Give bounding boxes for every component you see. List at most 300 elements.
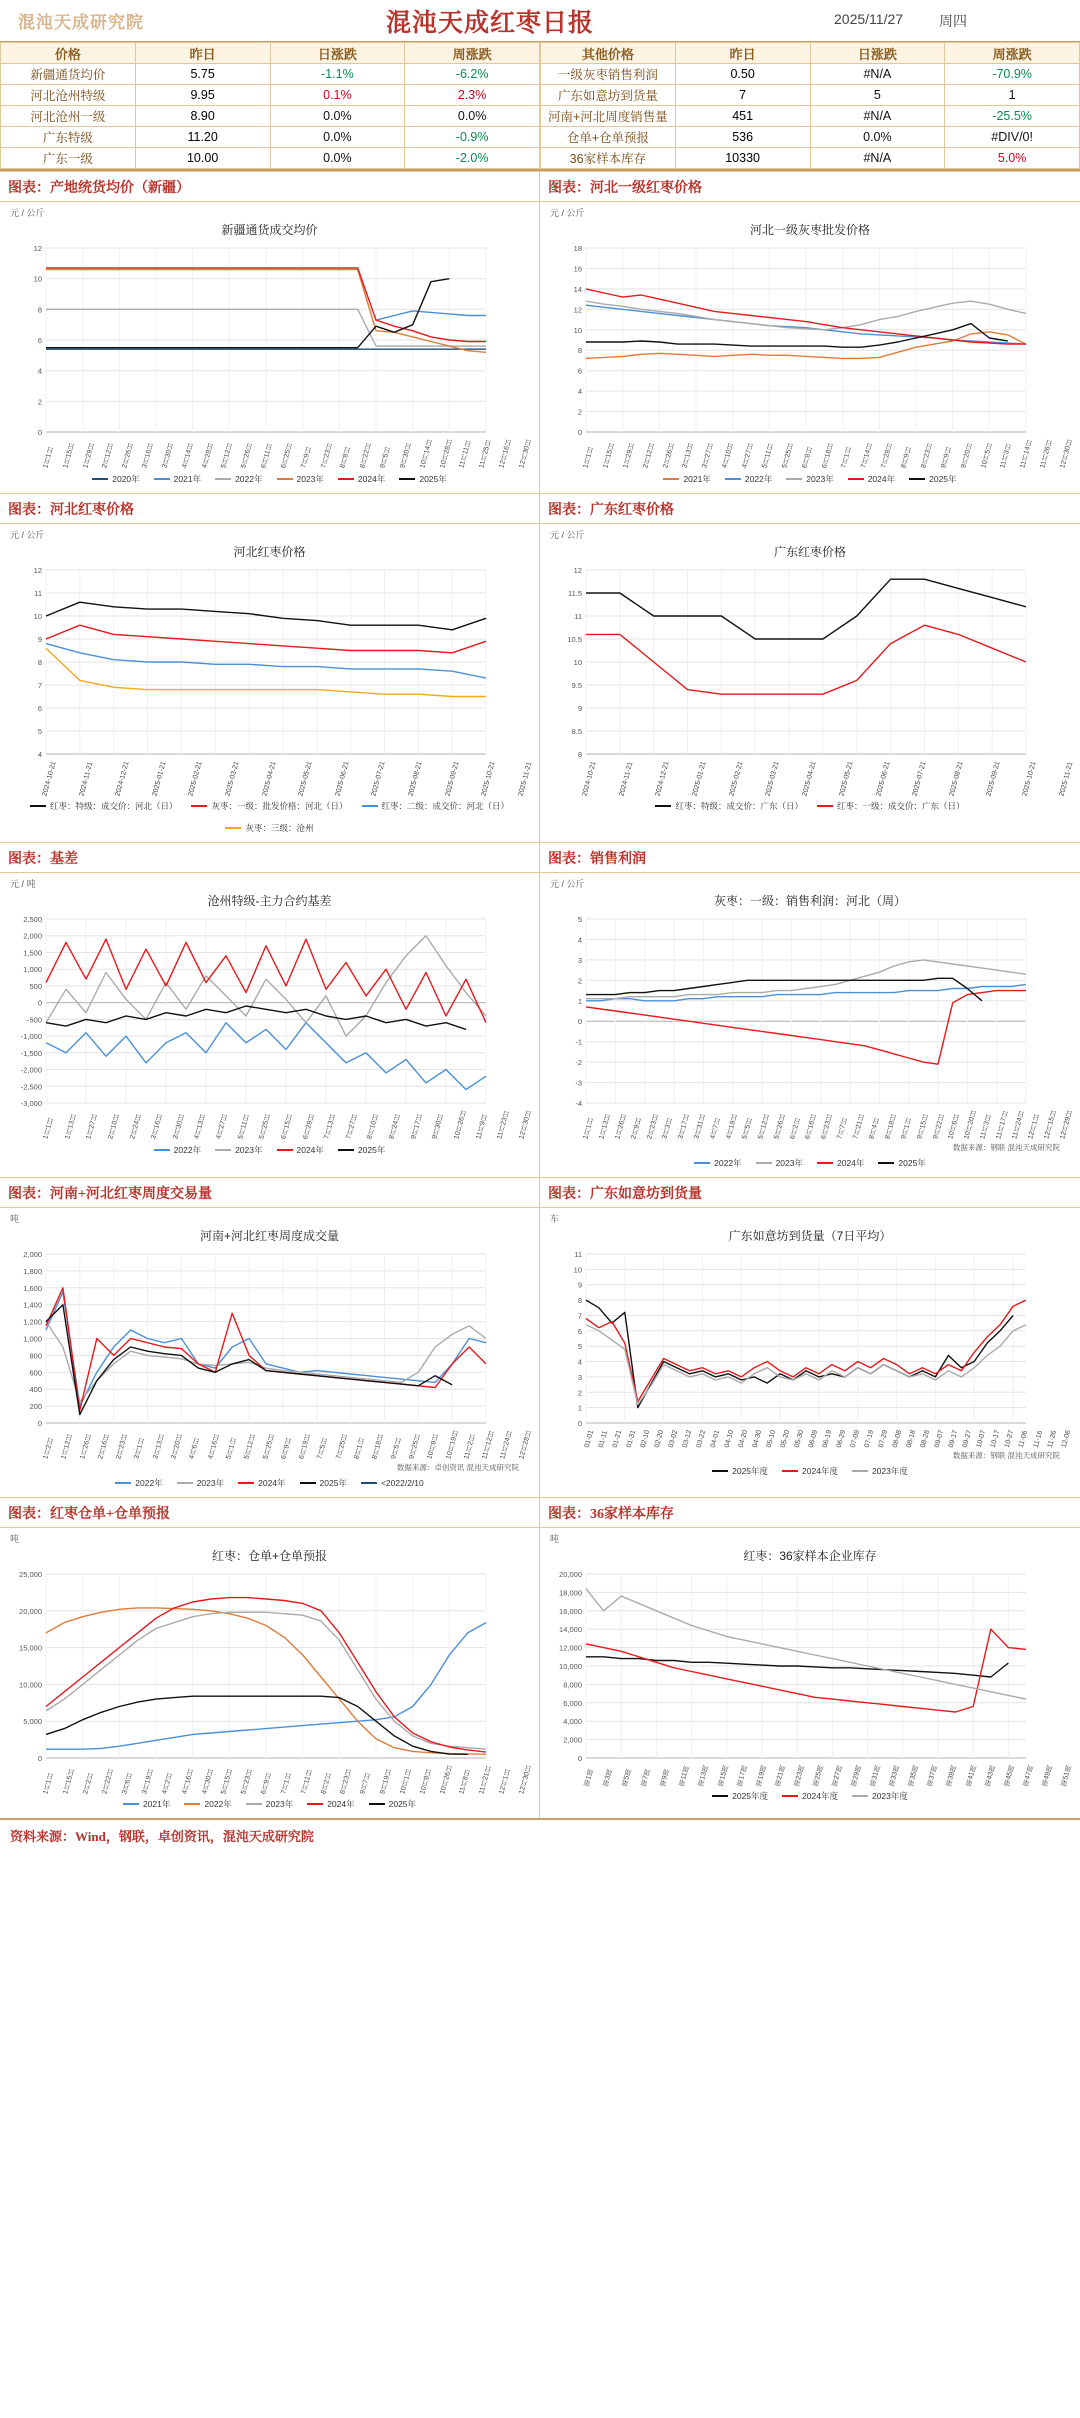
plot-area xyxy=(6,238,533,438)
legend-swatch xyxy=(184,1803,200,1805)
svg-text:4: 4 xyxy=(577,387,582,397)
legend-label: 2022年 xyxy=(744,473,773,484)
x-tick-label: 4月30日 xyxy=(200,1767,215,1795)
svg-text:1: 1 xyxy=(577,1403,582,1413)
x-tick-label: 2025-05-21 xyxy=(838,760,855,797)
legend-item[interactable] xyxy=(362,800,510,812)
x-tick-label: 2月2日 xyxy=(81,1771,95,1795)
x-tick-label: 11-16 xyxy=(1032,1429,1044,1449)
svg-text:18: 18 xyxy=(573,244,582,253)
legend-swatch xyxy=(338,1149,354,1151)
legend-label: 2024年 xyxy=(258,1477,286,1488)
x-tick-label: 8月18日 xyxy=(371,1433,386,1460)
x-tick-label: 8月8日 xyxy=(339,446,353,469)
legend-item[interactable] xyxy=(225,822,313,834)
legend-swatch xyxy=(338,478,354,480)
x-tick-label: 9月5日 xyxy=(389,1437,403,1460)
x-tick-label: 2025-06-21 xyxy=(334,760,351,797)
price-tables xyxy=(0,42,1080,171)
legend-label: 2025年 xyxy=(357,1144,386,1155)
legend-item[interactable] xyxy=(663,473,710,485)
y-axis-unit: 元 / 公斤 xyxy=(10,529,45,540)
x-tick-label: 9月15日 xyxy=(915,1113,930,1141)
cell-weekly: -2.0% xyxy=(405,148,540,169)
x-tick-label: 第11周 xyxy=(678,1764,691,1787)
cell-yesterday: 8.90 xyxy=(135,106,270,127)
x-tick-label: 7月5日 xyxy=(316,1437,330,1460)
svg-text:4: 4 xyxy=(37,749,42,759)
legend-swatch xyxy=(663,478,679,480)
chart-title: 广东红枣价格 xyxy=(773,544,846,559)
legend-swatch xyxy=(238,1482,254,1484)
cell-daily: #N/A xyxy=(810,106,945,127)
x-tick-label: 7月1日 xyxy=(840,446,854,469)
legend-label: 红枣：特级：成交价：河北（日） xyxy=(49,801,178,812)
x-tick-label: 4月27日 xyxy=(741,442,755,469)
y-axis-unit: 吨 xyxy=(10,1213,20,1224)
legend-swatch xyxy=(191,805,207,807)
x-tick-label: 1月2日 xyxy=(42,1437,55,1460)
cell-daily: #N/A xyxy=(810,148,945,169)
legend-item[interactable] xyxy=(852,1790,908,1802)
x-tick-label: 1月15日 xyxy=(602,442,616,469)
x-tick-label: 1月26日 xyxy=(614,1113,628,1141)
legend-label: 2023年度 xyxy=(871,1465,908,1476)
x-tick-label: 11月26日 xyxy=(1039,439,1054,469)
svg-text:12: 12 xyxy=(573,305,582,315)
x-tick-label: 第21周 xyxy=(774,1764,787,1787)
x-tick-label: 7月25日 xyxy=(335,1433,349,1460)
chart-legend xyxy=(6,1140,533,1162)
legend-item[interactable] xyxy=(246,1798,293,1810)
x-tick-label: 3月30日 xyxy=(172,1113,186,1141)
legend-item[interactable] xyxy=(782,1465,838,1477)
legend-item[interactable] xyxy=(177,1477,224,1489)
legend-item[interactable] xyxy=(307,1798,354,1810)
x-tick-label: 11月8日 xyxy=(458,1768,472,1795)
legend-item[interactable] xyxy=(184,1798,231,1810)
legend-swatch xyxy=(115,1482,131,1484)
legend-label: 2025年 xyxy=(898,1157,926,1168)
cell-weekly: -25.5% xyxy=(945,106,1080,127)
plot-area xyxy=(546,909,1074,1109)
chart-title: 灰枣：一级：销售利润：河北（周） xyxy=(713,894,906,909)
cell-name: 河北沧州一级 xyxy=(1,106,136,127)
svg-text:12: 12 xyxy=(573,565,582,575)
svg-text:0: 0 xyxy=(37,998,42,1008)
legend-item[interactable] xyxy=(123,1798,170,1810)
svg-text:9: 9 xyxy=(577,1280,582,1290)
x-tick-label: 03-02 xyxy=(667,1429,680,1449)
svg-text:2: 2 xyxy=(577,976,582,986)
legend-label: 2024年 xyxy=(296,1144,324,1155)
x-tick-label: 4月19日 xyxy=(725,1113,739,1141)
svg-text:10.5: 10.5 xyxy=(567,634,582,644)
legend-swatch xyxy=(123,1803,139,1805)
legend-item[interactable] xyxy=(878,1157,925,1169)
legend-swatch xyxy=(30,805,46,807)
x-tick-label: 2025-03-21 xyxy=(224,760,241,797)
chart-legend xyxy=(6,1794,533,1816)
legend-item[interactable] xyxy=(756,1157,803,1169)
x-tick-label: 03-22 xyxy=(695,1429,708,1449)
cell-weekly: 1 xyxy=(945,85,1080,106)
plot-area xyxy=(6,560,533,760)
x-tick-label: 6月25日 xyxy=(280,442,294,469)
svg-text:-2,000: -2,000 xyxy=(20,1065,42,1075)
x-tick-label: 第35周 xyxy=(907,1764,921,1787)
svg-text:8,000: 8,000 xyxy=(563,1679,582,1689)
legend-item[interactable] xyxy=(361,1477,424,1489)
svg-text:10,000: 10,000 xyxy=(19,1679,42,1689)
chart-title: 红枣：36家样本企业库存 xyxy=(743,1548,877,1563)
x-tick-label: 12月30日 xyxy=(518,1109,533,1141)
svg-text:0: 0 xyxy=(577,428,582,437)
svg-text:500: 500 xyxy=(29,982,42,992)
section-title: 图表：广东红枣价格 xyxy=(540,493,1080,524)
x-tick-label: 9月25日 xyxy=(408,1433,422,1460)
legend-item[interactable] xyxy=(215,473,262,485)
col-header: 昨日 xyxy=(675,43,810,64)
chart-title: 河南+河北红枣周度成交量 xyxy=(199,1228,339,1243)
col-header: 昨日 xyxy=(135,43,270,64)
svg-text:14,000: 14,000 xyxy=(559,1624,582,1634)
x-tick-label: 2025-08-21 xyxy=(407,760,424,797)
x-axis-labels xyxy=(6,1765,533,1795)
legend-label: 2024年 xyxy=(867,473,896,484)
x-tick-label: 2024-12-21 xyxy=(114,760,131,797)
svg-text:11: 11 xyxy=(574,1249,582,1259)
svg-text:8: 8 xyxy=(577,749,582,759)
cell-daily: -1.1% xyxy=(270,64,405,85)
x-tick-label: 7月28日 xyxy=(880,442,894,469)
col-header: 周涨跌 xyxy=(405,43,540,64)
svg-text:11: 11 xyxy=(574,611,582,621)
x-tick-label: 02-20 xyxy=(653,1429,666,1449)
legend-item[interactable] xyxy=(277,473,324,485)
chart-guangdong-price xyxy=(540,524,1080,821)
x-tick-label: 11月24日 xyxy=(1011,1110,1026,1141)
svg-text:-4: -4 xyxy=(575,1099,582,1109)
y-axis-unit: 车 xyxy=(550,1213,560,1224)
legend-swatch xyxy=(215,478,231,480)
x-tick-label: 第19周 xyxy=(755,1764,768,1787)
svg-text:4: 4 xyxy=(577,935,582,945)
x-axis-labels xyxy=(546,1765,1074,1787)
x-tick-label: 7月13日 xyxy=(323,1113,337,1141)
x-tick-label: 1月13日 xyxy=(598,1113,612,1141)
legend-item[interactable] xyxy=(712,1465,768,1477)
legend-item[interactable] xyxy=(30,800,178,812)
x-tick-label: 2025-01-21 xyxy=(151,760,168,797)
legend-item[interactable] xyxy=(782,1790,838,1802)
x-tick-label: 2月9日 xyxy=(629,1117,643,1141)
x-tick-label: 5月12日 xyxy=(243,1433,257,1460)
x-tick-label: 9月1日 xyxy=(900,1117,913,1141)
legend-item[interactable] xyxy=(115,1477,162,1489)
x-tick-label: 5月25日 xyxy=(781,442,795,469)
x-tick-label: 11月12日 xyxy=(481,1430,496,1460)
x-tick-label: 07-29 xyxy=(878,1429,890,1449)
x-tick-label: 12月28日 xyxy=(518,1429,533,1460)
legend-label: 2024年 xyxy=(327,1799,355,1810)
legend-label: 2025年 xyxy=(419,473,447,484)
chart-source-note: 数据来源：钢联 混沌天成研究院 xyxy=(952,1450,1060,1460)
legend-label: 2022年 xyxy=(235,473,263,484)
x-tick-label: 04-01 xyxy=(709,1429,722,1449)
legend-swatch xyxy=(154,478,170,480)
x-tick-label: 5月11日 xyxy=(761,442,775,469)
chart-warehouse xyxy=(0,1528,539,1819)
chart-hebei-1st xyxy=(540,202,1080,493)
table-row xyxy=(1,64,540,85)
cell-weekly: -6.2% xyxy=(405,64,540,85)
x-tick-label: 6月18日 xyxy=(820,442,835,469)
x-tick-label: 7月9日 xyxy=(300,446,313,469)
legend-item[interactable] xyxy=(238,1477,285,1489)
svg-text:6: 6 xyxy=(37,703,42,713)
legend-swatch xyxy=(786,478,802,480)
svg-text:14: 14 xyxy=(573,284,582,294)
cell-weekly: -70.9% xyxy=(945,64,1080,85)
plot-area xyxy=(6,1564,533,1764)
legend-item[interactable] xyxy=(909,473,956,485)
cell-yesterday: 451 xyxy=(675,106,810,127)
plot-area xyxy=(546,560,1074,760)
svg-text:11: 11 xyxy=(34,588,42,598)
svg-text:1,800: 1,800 xyxy=(23,1266,42,1276)
x-tick-label: 3月13日 xyxy=(152,1433,166,1460)
legend-item[interactable] xyxy=(817,800,965,812)
svg-text:2: 2 xyxy=(577,407,582,417)
legend-item[interactable] xyxy=(300,1477,347,1489)
x-tick-label: 10月5日 xyxy=(979,442,994,469)
x-tick-label: 6月8日 xyxy=(800,446,814,469)
table-row xyxy=(541,106,1080,127)
legend-item[interactable] xyxy=(154,473,201,485)
legend-item[interactable] xyxy=(655,800,803,812)
col-header: 日涨跌 xyxy=(810,43,945,64)
report-header xyxy=(0,0,1080,42)
x-axis-labels xyxy=(546,1430,1074,1448)
x-tick-label: 2025-05-21 xyxy=(297,760,314,797)
legend-label: 2023年 xyxy=(196,1477,225,1488)
legend-label: 2023年度 xyxy=(871,1791,908,1802)
legend-item[interactable] xyxy=(92,473,139,485)
report-date: 2025/11/27 xyxy=(834,10,904,27)
chart-inventory36 xyxy=(540,1528,1080,1811)
legend-item[interactable] xyxy=(154,1144,201,1156)
svg-text:-3: -3 xyxy=(575,1078,582,1088)
source-footer: 资料来源：Wind，钢联，卓创资讯，混沌天成研究院 xyxy=(0,1818,1080,1853)
x-tick-label: 3月16日 xyxy=(150,1113,164,1141)
svg-text:6: 6 xyxy=(577,1326,582,1336)
x-tick-label: 10月28日 xyxy=(438,438,454,469)
svg-text:1,200: 1,200 xyxy=(23,1317,42,1327)
x-tick-label: 12月1日 xyxy=(1027,1113,1041,1141)
legend-swatch xyxy=(307,1803,323,1805)
legend-swatch xyxy=(848,478,864,480)
legend-swatch xyxy=(215,1149,231,1151)
legend-item[interactable] xyxy=(399,473,446,485)
x-tick-label: 10-27 xyxy=(1004,1429,1016,1449)
x-tick-label: 第45周 xyxy=(1003,1764,1016,1787)
svg-text:10: 10 xyxy=(573,1265,582,1275)
legend-item[interactable] xyxy=(817,1157,864,1169)
svg-text:25,000: 25,000 xyxy=(19,1569,42,1579)
svg-text:-1,000: -1,000 xyxy=(20,1032,42,1042)
legend-label: 2023年 xyxy=(265,1799,294,1810)
chart-legend xyxy=(546,469,1074,491)
table-row xyxy=(1,127,540,148)
legend-item[interactable] xyxy=(852,1465,908,1477)
svg-text:8: 8 xyxy=(577,346,582,356)
cell-yesterday: 10330 xyxy=(675,148,810,169)
y-axis-unit: 吨 xyxy=(550,1533,560,1544)
legend-label: 2023年 xyxy=(775,1157,803,1168)
x-tick-label: 03-12 xyxy=(681,1429,694,1449)
y-axis-unit: 元 / 公斤 xyxy=(550,529,585,540)
x-tick-label: 09-07 xyxy=(934,1429,946,1449)
chart-source-note: 数据来源：钢联 混沌天成研究院 xyxy=(952,1142,1060,1152)
cell-daily: 0.0% xyxy=(810,127,945,148)
x-tick-label: 7月14日 xyxy=(860,442,874,469)
svg-text:2,000: 2,000 xyxy=(23,1249,42,1259)
x-tick-label: 1月1日 xyxy=(42,446,55,469)
chart-legend xyxy=(546,796,1074,818)
legend-item[interactable] xyxy=(848,473,895,485)
x-tick-label: 5月26日 xyxy=(772,1113,787,1141)
svg-text:10: 10 xyxy=(573,657,582,667)
x-tick-label: 2025-02-21 xyxy=(187,760,204,797)
legend-swatch xyxy=(300,1482,316,1484)
legend-item[interactable] xyxy=(338,473,385,485)
x-tick-label: 2024-11-21 xyxy=(618,760,635,797)
svg-text:-500: -500 xyxy=(26,1015,42,1025)
legend-swatch xyxy=(369,1803,385,1805)
legend-item[interactable] xyxy=(215,1144,262,1156)
x-tick-label: 11月14日 xyxy=(1019,439,1034,469)
table-row xyxy=(541,85,1080,106)
x-tick-label: 10月26日 xyxy=(453,1109,468,1141)
x-tick-label: 4月13日 xyxy=(193,1113,208,1141)
x-tick-label: 2025-10-21 xyxy=(480,760,497,797)
legend-swatch xyxy=(817,805,833,807)
svg-text:1,400: 1,400 xyxy=(23,1300,42,1310)
x-tick-label: 2024-12-21 xyxy=(654,760,671,797)
x-tick-label: 8月2日 xyxy=(319,1771,333,1795)
x-tick-label: 7月7日 xyxy=(836,1117,849,1141)
legend-label: 2022年 xyxy=(714,1157,742,1168)
legend-swatch xyxy=(277,1149,293,1151)
x-tick-label: 12月30日 xyxy=(518,1764,533,1795)
legend-label: 红枣：一级：成交价：广东（日） xyxy=(837,801,965,812)
svg-text:0: 0 xyxy=(37,1418,42,1428)
cell-name: 广东特级 xyxy=(1,127,136,148)
legend-swatch xyxy=(756,1162,772,1164)
legend-label: 2023年 xyxy=(235,1144,263,1155)
legend-swatch xyxy=(712,1795,728,1797)
cell-name: 河北沧州特级 xyxy=(1,85,136,106)
legend-item[interactable] xyxy=(725,473,772,485)
svg-text:5: 5 xyxy=(577,915,582,925)
x-tick-label: 04-10 xyxy=(723,1429,736,1449)
cell-name: 一级灰枣销售利润 xyxy=(541,64,676,85)
svg-text:2: 2 xyxy=(577,1388,582,1398)
chart-ruyifang xyxy=(540,1208,1080,1485)
chart-legend xyxy=(6,469,533,491)
legend-item[interactable] xyxy=(191,800,347,812)
chart-volume xyxy=(0,1208,539,1497)
section-title: 图表：河北红枣价格 xyxy=(0,493,539,524)
x-tick-label: 12月30日 xyxy=(518,438,533,469)
legend-label: 2022年 xyxy=(204,1799,232,1810)
svg-text:3: 3 xyxy=(577,956,582,966)
svg-text:0: 0 xyxy=(577,1753,582,1763)
x-tick-label: 8月18日 xyxy=(884,1113,898,1141)
x-tick-label: 11月3日 xyxy=(979,1114,993,1141)
svg-text:9: 9 xyxy=(37,634,42,644)
section-title: 图表：河北一级红枣价格 xyxy=(540,171,1080,202)
svg-text:1,000: 1,000 xyxy=(23,1334,42,1344)
svg-text:2,000: 2,000 xyxy=(563,1735,582,1745)
x-tick-label: 01-11 xyxy=(597,1429,610,1449)
svg-text:1,000: 1,000 xyxy=(23,965,42,975)
legend-item[interactable] xyxy=(338,1144,385,1156)
x-tick-label: 5月12日 xyxy=(220,442,235,469)
x-axis-labels xyxy=(6,761,533,797)
x-tick-label: 06-29 xyxy=(836,1429,848,1449)
x-tick-label: 11月24日 xyxy=(499,1430,514,1460)
x-tick-label: 11月2日 xyxy=(463,1433,477,1460)
svg-text:4: 4 xyxy=(577,1357,582,1367)
x-tick-label: 1月1日 xyxy=(42,1117,55,1141)
svg-text:8: 8 xyxy=(37,657,42,667)
legend-item[interactable] xyxy=(277,1144,324,1156)
legend-label: 2025年 xyxy=(319,1477,347,1488)
x-tick-label: 4月6日 xyxy=(188,1437,202,1460)
x-tick-label: 4月10日 xyxy=(721,442,735,469)
section-title: 图表：广东如意坊到货量 xyxy=(540,1177,1080,1208)
legend-item[interactable] xyxy=(694,1157,741,1169)
svg-text:2,500: 2,500 xyxy=(23,915,42,925)
legend-item[interactable] xyxy=(712,1790,768,1802)
legend-swatch xyxy=(92,478,108,480)
x-tick-label: 3月6日 xyxy=(121,1771,135,1795)
svg-text:200: 200 xyxy=(29,1402,42,1412)
x-tick-label: 5月23日 xyxy=(240,1767,254,1795)
svg-text:-2: -2 xyxy=(575,1058,582,1068)
x-tick-label: 9月20日 xyxy=(959,442,974,469)
svg-text:16: 16 xyxy=(573,264,582,274)
x-tick-label: 3月27日 xyxy=(701,442,715,469)
legend-swatch xyxy=(878,1162,894,1164)
x-tick-label: 2025-06-21 xyxy=(874,760,892,797)
x-axis-labels xyxy=(546,1110,1074,1140)
cell-weekly: 2.3% xyxy=(405,85,540,106)
legend-item[interactable] xyxy=(369,1798,416,1810)
legend-item[interactable] xyxy=(786,473,833,485)
section-title: 图表：河南+河北红枣周度交易量 xyxy=(0,1177,539,1208)
cell-yesterday: 11.20 xyxy=(135,127,270,148)
x-tick-label: 12月30日 xyxy=(1059,438,1074,469)
legend-swatch xyxy=(782,1470,798,1472)
x-tick-label: 10月19日 xyxy=(444,1429,460,1460)
svg-text:15,000: 15,000 xyxy=(19,1643,42,1653)
y-axis-unit: 吨 xyxy=(10,1533,20,1544)
cell-daily: 0.0% xyxy=(270,127,405,148)
legend-swatch xyxy=(782,1795,798,1797)
